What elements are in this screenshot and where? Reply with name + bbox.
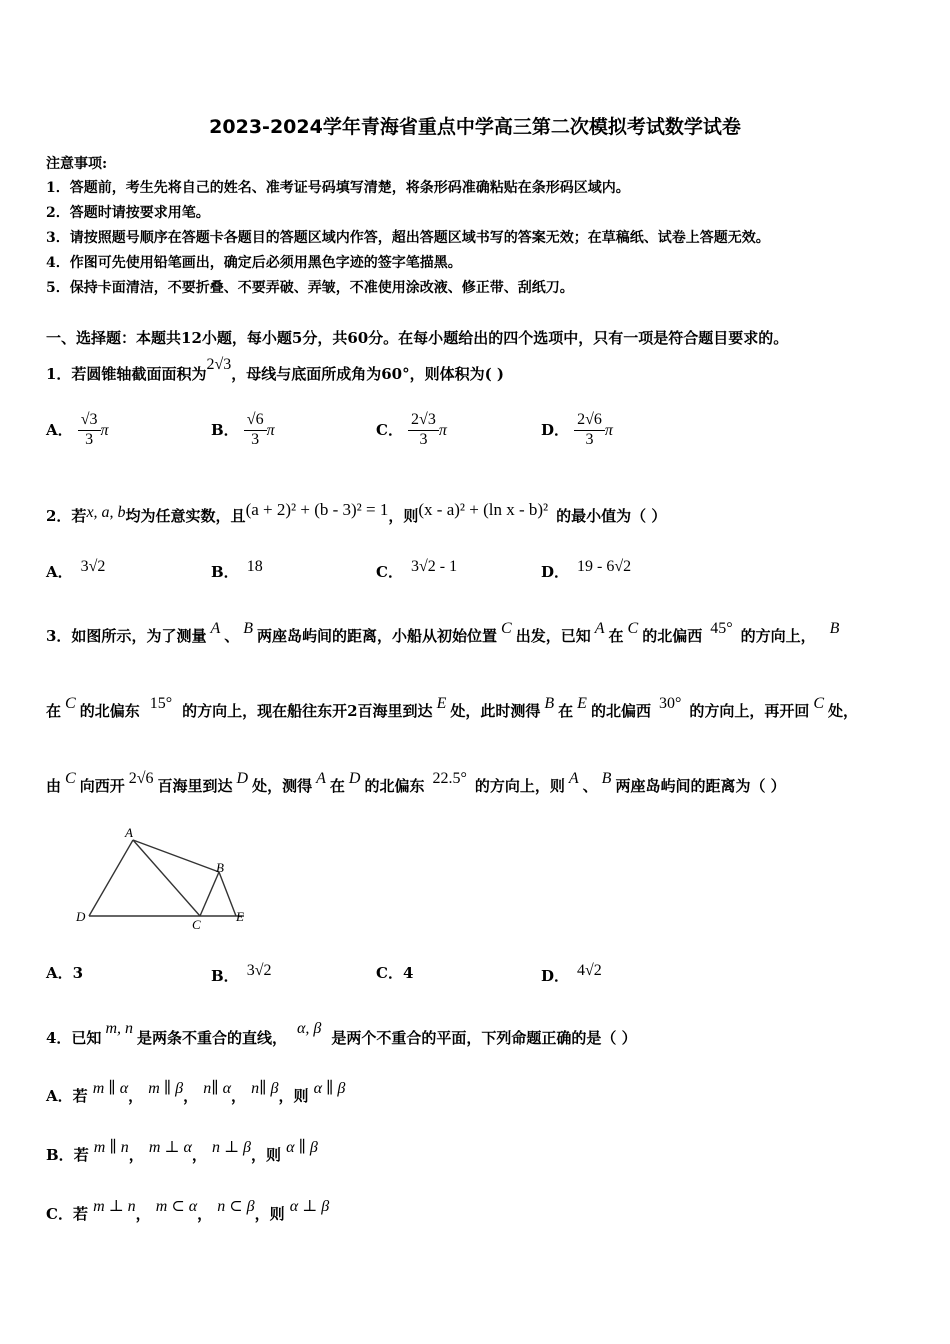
- figure-label-c: C: [192, 917, 201, 932]
- q1-option-a[interactable]: A． $\frac{√3}{3}$ π: [46, 411, 109, 448]
- q2-condition: (a + 2)² + (b - 3)² = 1: [245, 500, 389, 519]
- q1-option-d[interactable]: D． $\frac{2√6}{3}$ π: [541, 411, 613, 448]
- q3-figure: [70, 820, 260, 935]
- note-item-4: 4．作图可先使用铅笔画出，确定后必须用黑色字迹的签字笔描黑。: [46, 255, 462, 271]
- question-2: 2．若x, a, b均为任意实数，且(a + 2)² + (b - 3)² = 1，则(x - a)² + (ln x - b)² 的最小值为（ ）: [46, 500, 667, 525]
- q2-expression: (x - a)² + (ln x - b)²: [418, 500, 549, 519]
- q4-option-c[interactable]: C．若 m ⊥ n， m ⊂ α， n ⊂ β，则 α ⊥ β: [46, 1198, 330, 1223]
- question-4: 4．已知m, n是两条不重合的直线，α, β是两个不重合的平面，下列命题正确的是（ ）: [46, 1020, 637, 1047]
- q2-option-b[interactable]: B． 18: [211, 558, 263, 581]
- q1-option-b-fraction: $\frac{√6}{3}$: [244, 412, 267, 449]
- q3-line-1: 3．如图所示，为了测量 A 、 B 两座岛屿间的距离，小船从初始位置 C 出发，已知 A 在 C 的北偏西 45° 的方向上， B: [46, 620, 840, 645]
- section-heading: 一、选择题：本题共12小题，每小题5分，共60分。在每小题给出的四个选项中，只有一项是符合题目要求的。: [46, 329, 789, 347]
- figure-label-d: D: [76, 909, 86, 924]
- note-item-1: 1．答题前，考生先将自己的姓名、准考证号码填写清楚，将条形码准确粘贴在条形码区域内。: [46, 180, 630, 196]
- page-title: 2023-2024学年青海省重点中学高三第二次模拟考试数学试卷: [209, 116, 741, 138]
- q1-option-d-fraction: $\frac{2√6}{3}$: [574, 412, 605, 449]
- q3-line-2: 在 C 的北偏东 15° 的方向上，现在船往东开2百海里到达 E 处，此时测得 B 在 E 的北偏西 30° 的方向上，再开回 C 处，: [46, 695, 859, 720]
- question-1: [46, 356, 504, 384]
- q1-option-b[interactable]: B． $\frac{√6}{3}$ π: [211, 411, 275, 448]
- q2-option-d[interactable]: D． 19 - 6√2: [541, 558, 632, 581]
- note-item-3: 3．请按照题号顺序在答题卡各题目的答题区域内作答，超出答题区域书写的答案无效；在草稿纸、试卷上答题无效。: [46, 230, 770, 246]
- q1-area: 2√3: [206, 356, 232, 373]
- q3-option-c[interactable]: C．4: [376, 964, 414, 982]
- line-da: [89, 840, 133, 916]
- q3-line-3: 由 C 向西开 2√6 百海里到达 D 处，测得 A 在 D 的北偏东 22.5° 的方向上，则 A 、 B 两座岛屿间的距离为（ ）: [46, 770, 786, 795]
- figure-label-b: B: [216, 860, 224, 875]
- q2-vars: x, a, b: [86, 504, 126, 521]
- line-ac: [133, 840, 200, 916]
- figure-label-e: E: [236, 909, 244, 924]
- q3-option-d[interactable]: D． 4√2: [541, 962, 602, 985]
- q1-stem-pre: 1．若圆锥轴截面面积为: [46, 365, 207, 383]
- line-cb: [200, 872, 219, 916]
- q3-option-b[interactable]: B． 3√2: [211, 962, 272, 985]
- q4-option-b[interactable]: B．若 m ∥ n， m ⊥ α， n ⊥ β，则 α ∥ β: [46, 1139, 318, 1164]
- figure-label-a: A: [125, 825, 133, 840]
- line-be: [219, 872, 236, 916]
- q1-option-c[interactable]: C． $\frac{2√3}{3}$ π: [376, 411, 447, 448]
- q3-option-a[interactable]: A．3: [46, 964, 84, 982]
- note-item-2: 2．答题时请按要求用笔。: [46, 205, 210, 221]
- q1-stem-post: ，母线与底面所成角为60°，则体积为( ): [231, 365, 505, 383]
- q4-option-a[interactable]: A．若 m ∥ α， m ∥ β， n∥ α， n∥ β，则 α ∥ β: [46, 1080, 346, 1105]
- q1-option-a-fraction: $\frac{√3}{3}$: [78, 412, 101, 449]
- q1-option-c-fraction: $\frac{2√3}{3}$: [408, 412, 439, 449]
- q2-option-a[interactable]: A． 3√2: [46, 558, 106, 581]
- q2-option-c[interactable]: C． 3√2 - 1: [376, 558, 458, 581]
- notes-heading: 注意事项:: [46, 156, 108, 172]
- line-ab: [133, 840, 219, 872]
- note-item-5: 5．保持卡面清洁，不要折叠、不要弄破、弄皱，不准使用涂改液、修正带、刮纸刀。: [46, 280, 574, 296]
